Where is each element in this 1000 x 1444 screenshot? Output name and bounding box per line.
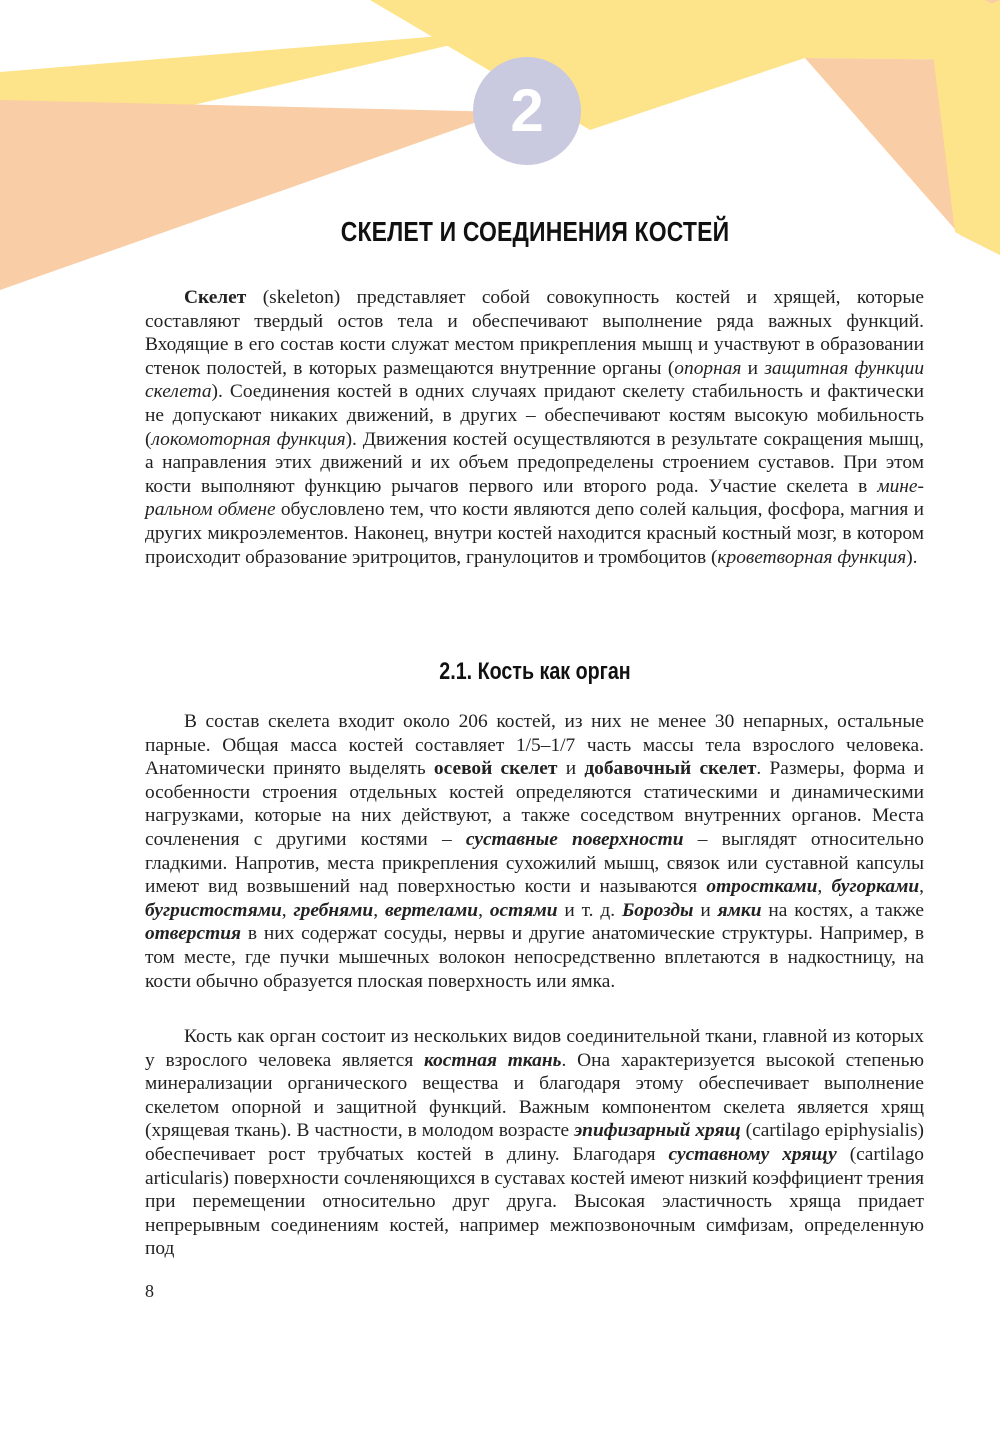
text: ). Соединения костей в одних случаях придают скелету стабильность и фактически не допускают никаких движений, в других – обеспечивают костям высокую мобильность (	[145, 381, 924, 450]
term-bold-italic: бугристостями	[145, 899, 282, 921]
chapter-number-badge: 2	[473, 57, 581, 165]
page-number: 8	[145, 1281, 154, 1301]
term-bold-italic: суставные поверхности	[465, 828, 684, 850]
term-bold-italic: ямки	[717, 899, 762, 921]
section-title: 2.1. Кость как орган	[439, 658, 631, 685]
text: ,	[373, 899, 385, 921]
text: и	[693, 899, 718, 921]
text: на костях, а также	[761, 899, 925, 921]
text: в них содержат сосуды, нервы и другие анатомические структуры. Например, в том месте, где пучки мышечных волокон непосредственно вплетаются в надкостницу, на кости обычно образуется плоская поверхность или ямка.	[145, 923, 924, 992]
text: . Она характеризуется высокой степенью минерализации органического вещества и благодаря этому обеспечивает выполнение скелетом опорной и защитной функций. Важным компонентом скелета является хрящ (хрящевая ткань). В частности, в молодом возрасте	[145, 1049, 924, 1142]
term-bold-italic: суставному хрящу	[668, 1143, 837, 1165]
text: (cartilago epiphysialis) обеспечивает рост трубчатых костей в длину. Благодаря	[145, 1120, 924, 1165]
term-bold: осевой скелет	[433, 758, 558, 780]
term-bold-italic: отростками	[706, 876, 818, 898]
term-italic: кроветворная функция	[717, 546, 907, 568]
text: обусловлено тем, что кости являются депо солей кальция, фосфора, магния и других микроэлементов. Наконец, внутри костей находится красный костный мозг, в котором происходит образование эритроцитов, гранулоцитов и тромбоцитов (	[145, 499, 924, 568]
body-paragraph-1	[145, 710, 924, 993]
text: (cartilago articularis) поверхности сочленяющихся в суставах костей имеют низкий коэффициент трения при перемещении относительно друг друга. Высокая эластичность хряща придает непрерывным соединениям костей, например межпозвоночным симфизам, определенную под	[145, 1143, 924, 1260]
term-italic: опорная	[674, 357, 742, 379]
term-bold-italic: костная ткань	[424, 1049, 562, 1071]
term-bold: добавочный скелет	[584, 758, 757, 780]
text: и	[741, 357, 765, 379]
text: В состав скелета входит около 206 костей, из них не менее 30 непарных, остальные парные. Общая масса костей составляет 1/5–1/7 часть массы тела взрослого человека. Анатомически принято выделять	[145, 711, 924, 780]
text: . Размеры, форма и особенности строения отдельных костей определяются статическими и динамическими нагрузками, которые на них действуют, а также соседством внутренних органов. Места сочленения с другими костями –	[145, 758, 924, 850]
term-skeleton: Скелет	[184, 287, 247, 308]
body-paragraph-2	[145, 1025, 924, 1261]
term-bold-italic: отверстия	[145, 923, 241, 945]
text: ,	[919, 876, 924, 898]
term-bold-italic: бугорками	[831, 876, 920, 898]
text: ). Движения костей осуществляются в результате сокращения мышц, а направления этих движений и их объем предопределены строением суставов. При этом кости выполняют функцию рычагов первого или второго рода. Участие скелета в	[145, 428, 924, 497]
text: Кость как орган состоит из нескольких видов соединительной ткани, главной из которых у взрослого человека является	[145, 1026, 924, 1071]
text: – выглядят относительно гладкими. Напротив, места прикрепления сухожилий мышц, связок или суставной капсулы имеют вид возвышений над поверхностью кости и называются	[145, 828, 924, 898]
text: и т. д.	[557, 899, 622, 921]
term-bold-italic: гребнями	[293, 899, 374, 921]
term-bold-italic: вертелами	[384, 899, 479, 921]
term-italic: локомоторная функция	[151, 428, 346, 450]
term-italic: защитная функции скелета	[145, 357, 925, 403]
text: ,	[478, 899, 490, 921]
term-bold-italic: эпифизарный хрящ	[574, 1120, 741, 1142]
text: ).	[906, 546, 918, 568]
term-italic: минеральном обмене	[145, 475, 924, 521]
chapter-title: СКЕЛЕТ И СОЕДИНЕНИЯ КОСТЕЙ	[340, 216, 730, 247]
text: ,	[817, 876, 832, 898]
term-bold-italic: остями	[489, 899, 558, 921]
text: и	[557, 758, 585, 780]
text: ,	[281, 899, 294, 921]
intro-paragraph	[145, 286, 924, 569]
term-bold-italic: Борозды	[621, 899, 694, 921]
text: (skeleton) представляет собой совокупность костей и хрящей, которые составляют твердый остов тела и обеспечивают выполнение ряда важных функций. Входящие в его состав кости служат местом прикрепления мышц и участвуют в образовании стенок полостей, в которых размещаются внутренние органы (	[145, 287, 924, 379]
